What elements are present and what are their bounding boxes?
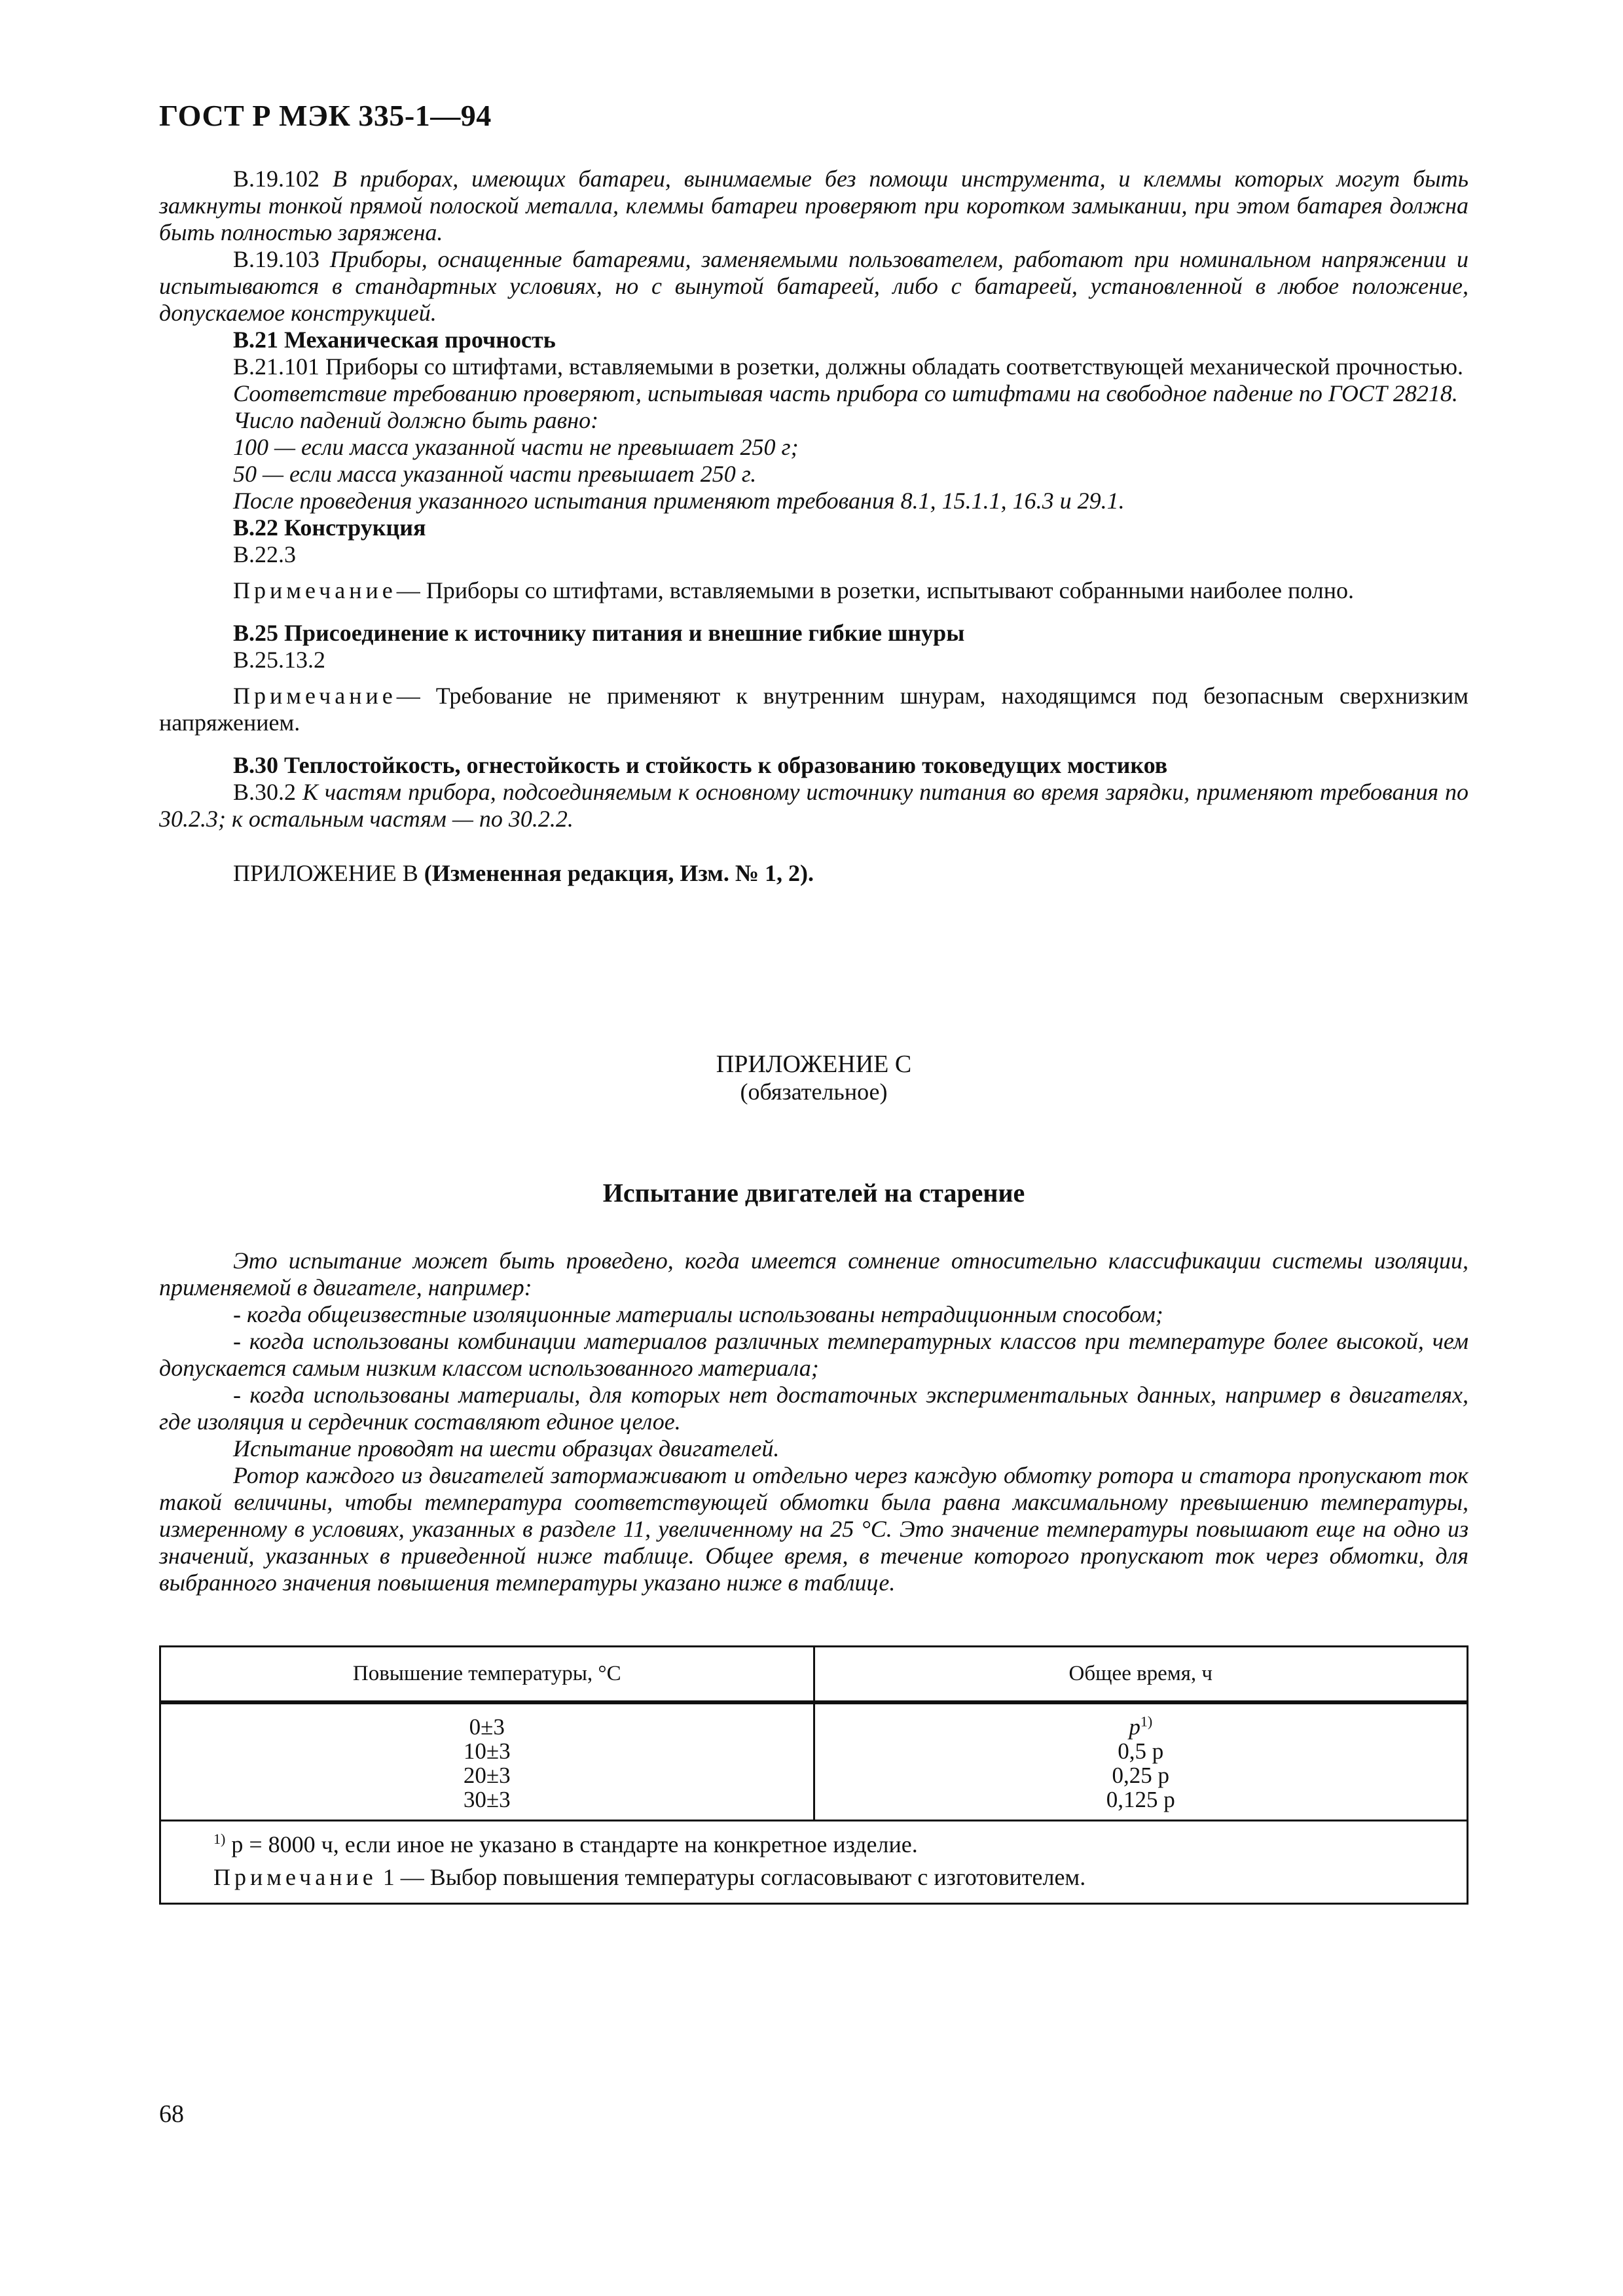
note-label: Примечание (233, 577, 397, 603)
annex-c-section-title: Испытание двигателей на старение (602, 1178, 1025, 1208)
clause-text: Приборы со штифтами, вставляемыми в розетки, должны обладать соответствующей механической прочностью. (325, 353, 1463, 380)
footnote-text: p = 8000 ч, если иное не указано в стандарте на конкретное изделие. (231, 1831, 918, 1857)
clause-b21101 (159, 353, 1468, 380)
annex-b-note (159, 860, 1468, 887)
annex-b-amendment: (Измененная редакция, Изм. № 1, 2). (424, 860, 814, 886)
clause-number: В.19.103 (233, 246, 320, 272)
clause-b19102 (159, 166, 1468, 246)
table-cell: 0±3 (469, 1714, 505, 1740)
annex-c-intro: Это испытание может быть проведено, когда имеется сомнение относительно классификации системы изоляции, применяемой в двигателе, например: (159, 1247, 1468, 1300)
drops-item: 100 — если масса указанной части не превышает 250 г; (233, 434, 799, 460)
clause-text: Приборы, оснащенные батареями, заменяемыми пользователем, работают при номинальном напряжении и испытываются в стандартных условиях, но с вынутой батареей, либо с батареей, установленной в любое положение, допускаемое конструкцией. (159, 246, 1469, 326)
clause-text: В приборах, имеющих батареи, вынимаемые без помощи инструмента, и клеммы которых могут быть замкнуты тонкой прямой полоской металла, клеммы батареи проверяют при коротком замыкании, при этом батарея должна быть полностью заряжена. (159, 166, 1468, 245)
note-text: — Приборы со штифтами, вставляемыми в розетки, испытывают собранными наиболее полно. (396, 577, 1354, 603)
clause-b19103 (159, 246, 1468, 327)
document-page (159, 98, 1468, 1905)
note-text: 1 — Выбор повышения температуры согласовывают с изготовителем. (382, 1864, 1086, 1890)
table-footer-cell (160, 1821, 1468, 1904)
table-cell: 10±3 (463, 1738, 511, 1764)
section-heading-b30: В.30 Теплостойкость, огнестойкость и стойкость к образованию токоведущих мостиков (233, 752, 1168, 778)
clause-number: В.19.102 (233, 166, 320, 192)
clause-number: В.30.2 (233, 779, 297, 805)
clause-b302 (159, 779, 1468, 833)
table-cell: 0,25 p (1112, 1763, 1169, 1788)
clause-number: В.22.3 (233, 541, 297, 567)
table-cell (815, 1715, 1467, 1739)
table-cell: 20±3 (463, 1763, 511, 1788)
section-heading-b21: В.21 Механическая прочность (233, 327, 556, 353)
table-footer-row (160, 1821, 1468, 1904)
annex-c-bullet: - когда общеизвестные изоляционные материалы использованы нетрадиционным способом; (233, 1301, 1163, 1327)
table-cell: 0,5 p (1118, 1738, 1164, 1764)
table-header-row (160, 1647, 1468, 1703)
table-footnote (213, 1828, 1467, 1861)
section-heading-b22: В.22 Конструкция (233, 514, 426, 541)
table-header-cell: Повышение температуры, °С (160, 1647, 814, 1703)
drops-intro: Число падений должно быть равно: (233, 407, 599, 433)
note-text: — Требование не применяют к внутренним шнурам, находящимся под безопасным сверхнизким напряжением. (159, 683, 1468, 736)
temperature-column (160, 1702, 814, 1821)
after-test-text: После проведения указанного испытания применяют требования 8.1, 15.1.1, 16.3 и 29.1. (233, 488, 1125, 514)
annex-c-title: ПРИЛОЖЕНИЕ С (716, 1050, 912, 1078)
page-number: 68 (159, 2100, 184, 2128)
clause-number: В.25.13.2 (233, 647, 326, 673)
compliance-text: Соответствие требованию проверяют, испытывая часть прибора со штифтами на свободное падение по ГОСТ 28218. (233, 380, 1458, 406)
clause-text: К частям прибора, подсоединяемым к основному источнику питания во время зарядки, применяют требования по 30.2.3; к остальным частям — по 30.2.2. (159, 779, 1469, 832)
section-heading-b25: В.25 Присоединение к источнику питания и внешние гибкие шнуры (233, 620, 965, 646)
time-column (814, 1702, 1468, 1821)
clause-number: В.21.101 (233, 353, 320, 380)
table-cell: 30±3 (463, 1787, 511, 1812)
note-b25 (159, 683, 1468, 736)
footnote-mark: 1) (213, 1831, 226, 1847)
document-header: ГОСТ Р МЭК 335-1—94 (159, 99, 492, 132)
table-note (213, 1861, 1467, 1893)
table-cell: 0,125 p (1106, 1787, 1175, 1812)
note-label: Примечание (213, 1864, 377, 1890)
table-header-cell: Общее время, ч (814, 1647, 1468, 1703)
table-body-row (160, 1702, 1468, 1821)
annex-c-bullet: - когда использованы материалы, для которых нет достаточных экспериментальных данных, например в двигателях, где изоляция и сердечник составляют единое целое. (159, 1382, 1468, 1435)
aging-test-table (159, 1645, 1468, 1905)
cell-value: p (1129, 1714, 1140, 1740)
note-b22 (159, 577, 1468, 604)
annex-c-samples: Испытание проводят на шести образцах двигателей. (233, 1435, 780, 1462)
annex-b-label: ПРИЛОЖЕНИЕ В (233, 860, 418, 886)
note-label: Примечание (233, 683, 397, 709)
annex-c-subtitle: (обязательное) (740, 1079, 888, 1105)
annex-c-bullet: - когда использованы комбинации материалов различных температурных классов при температуре более высокой, чем допускается самым низким классом использованного материала; (159, 1328, 1468, 1381)
annex-c-procedure: Ротор каждого из двигателей затормаживают и отдельно через каждую обмотку ротора и статора пропускают ток такой величины, чтобы температура соответствующей обмотки была равна максимальному превышению температуры, измеренному в условиях, указанных в разделе 11, увеличенному на 25 °С. Это значение температуры повышают еще на одно из значений, указанных в приведенной ниже таблице. Общее время, в течение которого пропускают ток через обмотки, для выбранного значения повышения температуры указано ниже в таблице. (159, 1462, 1468, 1596)
drops-item: 50 — если масса указанной части превышает 250 г. (233, 461, 757, 487)
footnote-ref: 1) (1140, 1713, 1153, 1730)
